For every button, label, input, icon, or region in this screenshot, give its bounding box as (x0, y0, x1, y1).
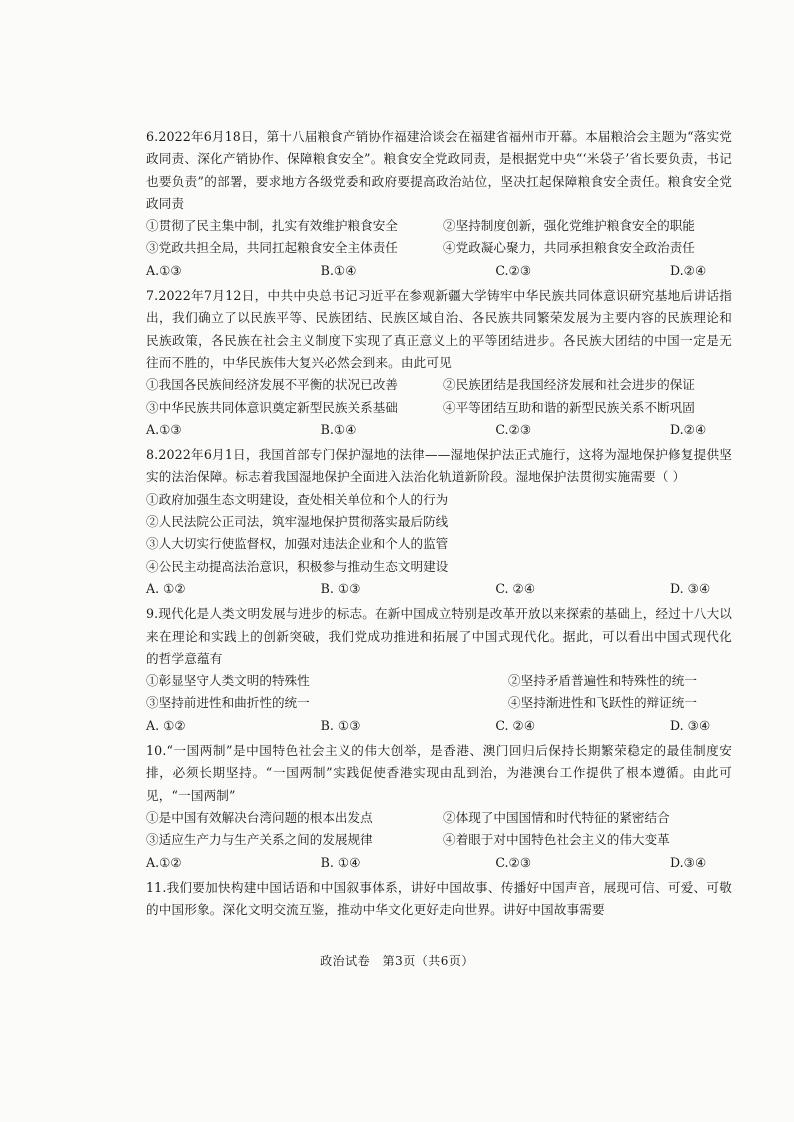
question-10-answer-b: B. ①④ (320, 854, 361, 870)
question-7-option-4: ④平等团结互助和谐的新型民族关系不断巩固 (443, 399, 695, 415)
question-9-options-row-1 (146, 670, 732, 692)
question-6-option-4: ④党政凝心聚力，共同承担粮食安全政治责任 (443, 240, 695, 256)
question-8-answer-c: C. ②④ (495, 580, 536, 596)
question-8 (146, 444, 732, 600)
question-10-answer-a: A.①② (146, 854, 182, 870)
question-7-options-row-1 (146, 374, 732, 396)
question-8-option-2: ②人民法院公正司法，筑牢湿地保护贯彻落实最后防线 (146, 514, 449, 530)
question-7-answers (146, 419, 732, 441)
question-6-option-1: ①贯彻了民主集中制，扎实有效维护粮食安全 (146, 218, 398, 234)
question-8-stem: 8.2022年6月1日，我国首部专门保护湿地的法律——湿地保护法正式施行，这将为湿地保护修复提供坚实的法治保障。标志着我国湿地保护全面进入法治化轨道新阶段。湿地保护法贯彻实施需要（ ） (146, 447, 732, 485)
question-9-stem: 9.现代化是人类文明发展与进步的标志。在新中国成立特别是改革开放以来探索的基础上，经过十八大以来在理论和实践上的创新突破，我们党成功推进和拓展了中国式现代化。据此，可以看出中国式现代化的哲学意蕴有 (146, 606, 732, 666)
question-7-answer-a: A.①③ (146, 421, 182, 437)
question-10-option-3: ③适应生产力与生产关系之间的发展规律 (146, 832, 373, 848)
question-6-answer-a: A.①③ (146, 262, 182, 278)
question-8-answer-a: A. ①② (146, 580, 186, 596)
question-10-answer-c: C.②③ (495, 854, 532, 870)
question-area (146, 126, 732, 924)
question-9-option-2: ②坚持矛盾普遍性和特殊性的统一 (508, 673, 697, 689)
question-9-answers (146, 715, 732, 737)
question-8-answer-d: D. ③④ (670, 580, 711, 596)
question-9-option-3: ③坚持前进性和曲折性的统一 (146, 695, 310, 711)
question-9-options-row-2 (146, 692, 732, 714)
question-6-stem: 6.2022年6月18日，第十八届粮食产销协作福建洽谈会在福建省福州市开幕。本届粮洽会主题为“落实党政同责、深化产销协作、保障粮食安全”。粮食安全党政同责，是根据党中央“‘米袋子’省长要负责，书记也要负责”的部署，要求地方各级党委和政府要提高政治站位，坚决扛起保障粮食安全责任。粮食安全党政同责 (146, 129, 732, 211)
question-6-answers (146, 260, 732, 282)
question-10-option-2: ②体现了中国国情和时代特征的紧密结合 (443, 809, 670, 825)
question-6 (146, 126, 732, 282)
question-6-answer-c: C.②③ (495, 262, 532, 278)
question-7-option-1: ①我国各民族间经济发展不平衡的状况已改善 (146, 377, 398, 393)
question-10-options-row-2 (146, 829, 732, 851)
question-10-options-row-1 (146, 807, 732, 829)
question-7-answer-b: B.①④ (320, 421, 357, 437)
question-9 (146, 603, 732, 737)
question-7-answer-c: C.②③ (495, 421, 532, 437)
question-9-answer-a: A. ①② (146, 717, 186, 733)
question-7-option-2: ②民族团结是我国经济发展和社会进步的保证 (443, 377, 695, 393)
question-9-answer-d: D. ③④ (670, 717, 711, 733)
question-8-option-3: ③人大切实行使监督权，加强对违法企业和个人的监管 (146, 536, 449, 552)
page-footer: 政治试卷 第3页（共6页） (320, 954, 474, 968)
question-8-option-1: ①政府加强生态文明建设，查处相关单位和个人的行为 (146, 491, 449, 507)
question-9-answer-b: B. ①③ (320, 717, 361, 733)
question-10-option-1: ①是中国有效解决台湾问题的根本出发点 (146, 809, 373, 825)
question-9-answer-c: C. ②④ (495, 717, 536, 733)
question-8-answer-b: B. ①③ (320, 580, 361, 596)
question-11 (146, 877, 732, 922)
question-10 (146, 740, 732, 874)
question-11-stem: 11.我们要加快构建中国话语和中国叙事体系，讲好中国故事、传播好中国声音，展现可信、可爱、可敬的中国形象。深化文明交流互鉴，推动中华文化更好走向世界。讲好中国故事需要 (146, 879, 732, 918)
question-6-options-row-1 (146, 215, 732, 237)
question-7-option-3: ③中华民族共同体意识奠定新型民族关系基础 (146, 399, 398, 415)
question-6-answer-d: D.②④ (670, 262, 707, 278)
question-10-stem: 10.“一国两制”是中国特色社会主义的伟大创举，是香港、澳门回归后保持长期繁荣稳定的最佳制度安排，必须长期坚持。“一国两制”实践促使香港实现由乱到治，为港澳台工作提供了根本遵循。由此可见，“一国两制” (146, 743, 732, 803)
question-9-option-1: ①彰显坚守人类文明的特殊性 (146, 673, 310, 689)
question-6-answer-b: B.①④ (320, 262, 357, 278)
question-8-answers (146, 578, 732, 600)
question-9-option-4: ④坚持渐进性和飞跃性的辩证统一 (508, 695, 697, 711)
question-10-answer-d: D.③④ (670, 854, 707, 870)
question-10-answers (146, 852, 732, 874)
question-6-option-3: ③党政共担全局，共同扛起粮食安全主体责任 (146, 240, 398, 256)
question-8-option-4: ④公民主动提高法治意识，积极参与推动生态文明建设 (146, 558, 449, 574)
question-7-stem: 7.2022年7月12日，中共中央总书记习近平在参观新疆大学铸牢中华民族共同体意识研究基地后讲话指出，我们确立了以民族平等、民族团结、民族区域自治、各民族共同繁荣发展为主要内容的民族理论和民族政策，各民族在社会主义制度下实现了真正意义上的平等团结进步。各民族大团结的中国一定是无往而不胜的，中华民族伟大复兴必然会到来。由此可见 (146, 288, 732, 370)
question-7-options-row-2 (146, 397, 732, 419)
question-6-option-2: ②坚持制度创新，强化党维护粮食安全的职能 (443, 218, 695, 234)
question-10-option-4: ④着眼于对中国特色社会主义的伟大变革 (443, 832, 670, 848)
question-6-options-row-2 (146, 237, 732, 259)
question-7-answer-d: D.②④ (670, 421, 707, 437)
question-7 (146, 285, 732, 441)
